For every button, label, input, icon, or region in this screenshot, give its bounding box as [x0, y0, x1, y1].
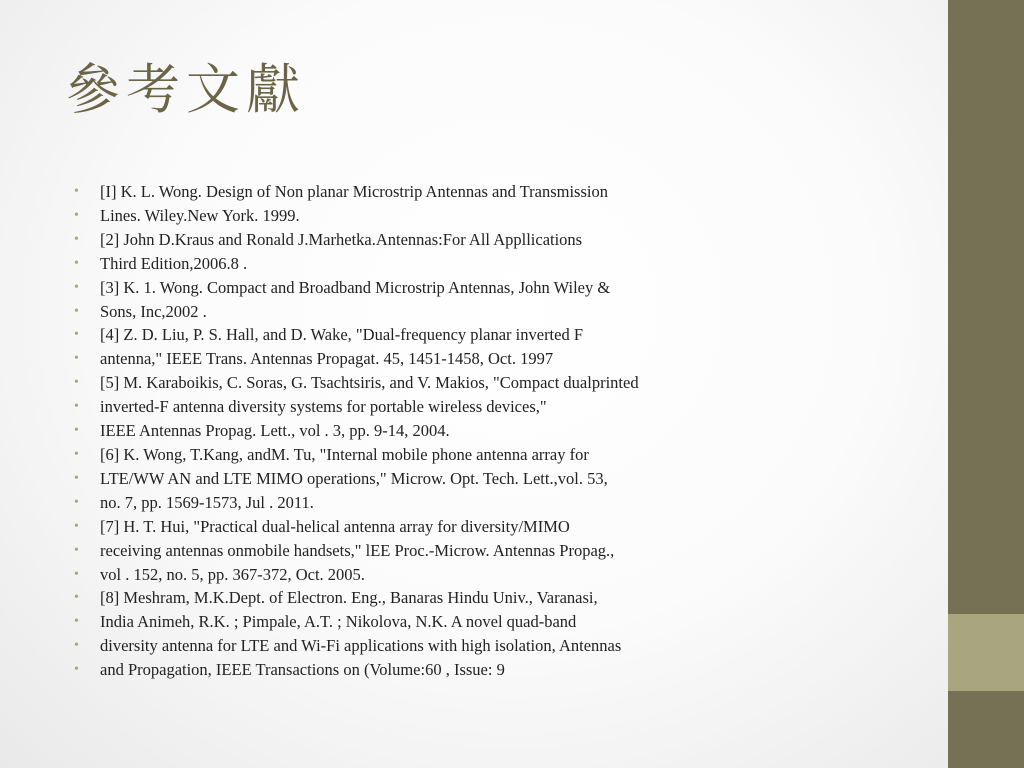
reference-list [74, 180, 774, 682]
reference-item [74, 300, 774, 324]
reference-text: [7] H. T. Hui, "Practical dual-helical antenna array for diversity/MIMO [100, 516, 570, 536]
bullet-icon: • [74, 470, 79, 486]
reference-item [74, 443, 774, 467]
reference-item [74, 491, 774, 515]
reference-text: vol . 152, no. 5, pp. 367-372, Oct. 2005. [100, 564, 365, 584]
reference-item [74, 634, 774, 658]
reference-text: inverted-F antenna diversity systems for portable wireless devices," [100, 397, 547, 417]
bullet-icon: • [74, 207, 79, 223]
reference-item [74, 539, 774, 563]
reference-text: [2] John D.Kraus and Ronald J.Marhetka.Antennas:For All Appllications [100, 229, 583, 249]
reference-item [74, 347, 774, 371]
reference-item [74, 276, 774, 300]
reference-text: [4] Z. D. Liu, P. S. Hall, and D. Wake, "Dual-frequency planar inverted F [100, 325, 584, 345]
reference-item [74, 252, 774, 276]
reference-text: [I] K. L. Wong. Design of Non planar Microstrip Antennas and Transmission [100, 182, 608, 201]
bullet-icon: • [74, 351, 79, 367]
reference-item [74, 323, 774, 347]
bullet-icon: • [74, 590, 79, 606]
bullet-icon: • [74, 184, 79, 199]
reference-text: antenna," IEEE Trans. Antennas Propagat. 45, 1451-1458, Oct. 1997 [100, 349, 554, 369]
reference-text: diversity antenna for LTE and Wi-Fi applications with high isolation, Antennas [100, 636, 622, 656]
reference-item [74, 395, 774, 419]
reference-text: no. 7, pp. 1569-1573, Jul . 2011. [100, 492, 314, 512]
reference-text: receiving antennas onmobile handsets," lEE Proc.-Microw. Antennas Propag., [100, 540, 615, 560]
bullet-icon: • [74, 566, 79, 582]
bullet-icon: • [74, 327, 79, 343]
reference-item [74, 586, 774, 610]
bullet-icon: • [74, 231, 79, 247]
bullet-icon: • [74, 255, 79, 271]
bullet-icon: • [74, 399, 79, 415]
reference-item [74, 419, 774, 443]
bullet-icon: • [74, 662, 79, 678]
reference-item [74, 371, 774, 395]
bullet-icon: • [74, 614, 79, 630]
bullet-icon: • [74, 375, 79, 391]
reference-item [74, 204, 774, 228]
reference-text: [8] Meshram, M.K.Dept. of Electron. Eng., Banaras Hindu Univ., Varanasi, [100, 588, 598, 608]
bullet-icon: • [74, 638, 79, 654]
bullet-icon: • [74, 518, 79, 534]
reference-item [74, 228, 774, 252]
reference-item [74, 658, 774, 682]
bullet-icon: • [74, 303, 79, 319]
reference-item [74, 610, 774, 634]
side-accent-block [948, 614, 1024, 691]
reference-text: Sons, Inc,2002 . [100, 301, 207, 321]
reference-text: IEEE Antennas Propag. Lett., vol . 3, pp. 9-14, 2004. [100, 421, 450, 441]
bullet-icon: • [74, 494, 79, 510]
reference-item [74, 467, 774, 491]
reference-text: Third Edition,2006.8 . [100, 253, 248, 273]
bullet-icon: • [74, 542, 79, 558]
bullet-icon: • [74, 279, 79, 295]
bullet-icon: • [74, 446, 79, 462]
reference-item [74, 180, 774, 204]
bullet-icon: • [74, 423, 79, 439]
reference-text: [6] K. Wong, T.Kang, andM. Tu, "Internal mobile phone antenna array for [100, 444, 589, 464]
reference-text: India Animeh, R.K. ; Pimpale, A.T. ; Nikolova, N.K. A novel quad-band [100, 612, 577, 632]
reference-item [74, 515, 774, 539]
reference-text: LTE/WW AN and LTE MIMO operations," Microw. Opt. Tech. Lett.,vol. 53, [100, 468, 608, 488]
slide-title: 參考文獻 [66, 58, 306, 121]
reference-text: and Propagation, IEEE Transactions on (Volume:60 , Issue: 9 [100, 660, 505, 680]
reference-item [74, 563, 774, 587]
reference-text: [5] M. Karaboikis, C. Soras, G. Tsachtsiris, and V. Makios, "Compact dualprinted [100, 373, 639, 393]
reference-text: [3] K. 1. Wong. Compact and Broadband Microstrip Antennas, John Wiley & [100, 277, 611, 297]
reference-text: Lines. Wiley.New York. 1999. [100, 205, 300, 225]
